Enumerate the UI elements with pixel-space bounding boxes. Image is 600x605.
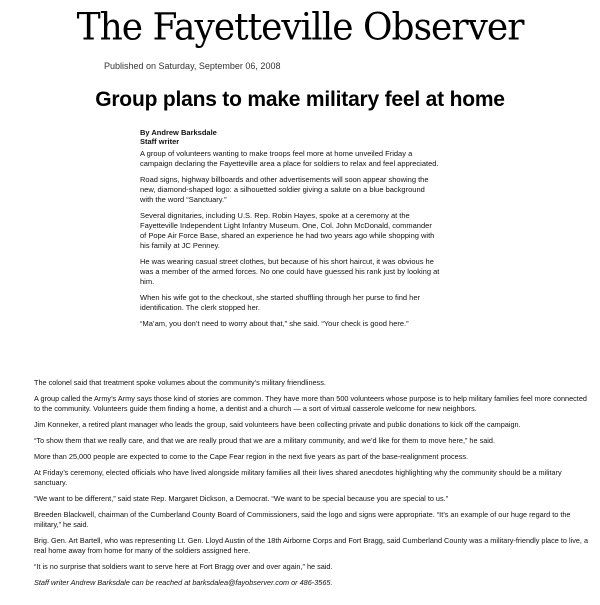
- paragraph: “We want to be different,” said state Rep. Margaret Dickson, a Democrat. “We want to be special because you are special to us.”: [34, 494, 449, 503]
- newspaper-masthead: The Fayetteville Observer: [76, 5, 524, 50]
- article-headline: Group plans to make military feel at home: [95, 88, 505, 111]
- paragraph: Breeden Blackwell, chairman of the Cumberland County Board of Commissioners, said the logo and signs were appropriate. “It’s an example of our huge regard to the military,” he said.: [34, 510, 571, 529]
- paragraph: He was wearing casual street clothes, but because of his short haircut, it was obvious he was a member of the armed forces. No one could have guessed his rank just by looking at him.: [140, 257, 440, 286]
- article-body-narrow: [140, 149, 440, 335]
- paragraph: The colonel said that treatment spoke volumes about the community’s military friendliness.: [34, 378, 326, 387]
- paragraph: “It is no surprise that soldiers want to serve here at Fort Bragg over and over again,” he said.: [34, 562, 333, 571]
- paragraph: Brig. Gen. Art Bartell, who was representing Lt. Gen. Lloyd Austin of the 18th Airborne Corps and Fort Bragg, said Cumberland County was a military-friendly place to live, a real home away from home for many of the soldiers assigned here.: [34, 536, 589, 555]
- paragraph: Road signs, highway billboards and other advertisements will soon appear showing the new, diamond-shaped logo: a silhouetted soldier giving a salute on a blue background with the word “Sanctuary.”: [140, 175, 429, 204]
- paragraph: “To show them that we really care, and that we are really proud that we are a military community, and we’d like for them to move here,” he said.: [34, 436, 495, 445]
- paragraph: Jim Konneker, a retired plant manager who leads the group, said volunteers have been collecting private and public donations to kick off the campaign.: [34, 420, 521, 429]
- staff-writer-contact: Staff writer Andrew Barksdale can be reached at barksdalea@fayobserver.com or 486-3565.: [34, 578, 333, 587]
- paragraph: When his wife got to the checkout, she started shuffling through her purse to find her identification. The clerk stopped her.: [140, 293, 421, 312]
- paragraph: A group called the Army’s Army says those kind of stories are common. They have more than 500 volunteers whose purpose is to help military families feel more connected to the community. Volunteers guide them finding a home, a dentist and a church — a sort of virtual casserole welcome for new neighbors.: [34, 394, 587, 413]
- byline-author: By Andrew Barksdale: [140, 128, 217, 137]
- paragraph: More than 25,000 people are expected to come to the Cape Fear region in the next five years as part of the base-realignment process.: [34, 452, 469, 461]
- paragraph: At Friday’s ceremony, elected officials who have lived alongside military families all their lives shared anecdotes highlighting why the community should be a military sanctuary.: [34, 468, 562, 487]
- paragraph: A group of volunteers wanting to make troops feel more at home unveiled Friday a campaign declaring the Fayetteville area a place for soldiers to relax and feel appreciated.: [140, 149, 439, 168]
- publication-date: Published on Saturday, September 06, 2008: [104, 61, 281, 71]
- paragraph: Several dignitaries, including U.S. Rep. Robin Hayes, spoke at a ceremony at the Fayetteville Independent Light Infantry Museum. One, Col. John McDonald, commander of Pope Air Force Base, shared an experience he had two years ago while shopping with his family at JC Penney.: [140, 211, 435, 250]
- byline: [140, 128, 217, 146]
- article-body-wide: [34, 378, 590, 594]
- paragraph: “Ma’am, you don’t need to worry about that,” she said. “Your check is good here.”: [140, 319, 409, 328]
- byline-role: Staff writer: [140, 137, 180, 146]
